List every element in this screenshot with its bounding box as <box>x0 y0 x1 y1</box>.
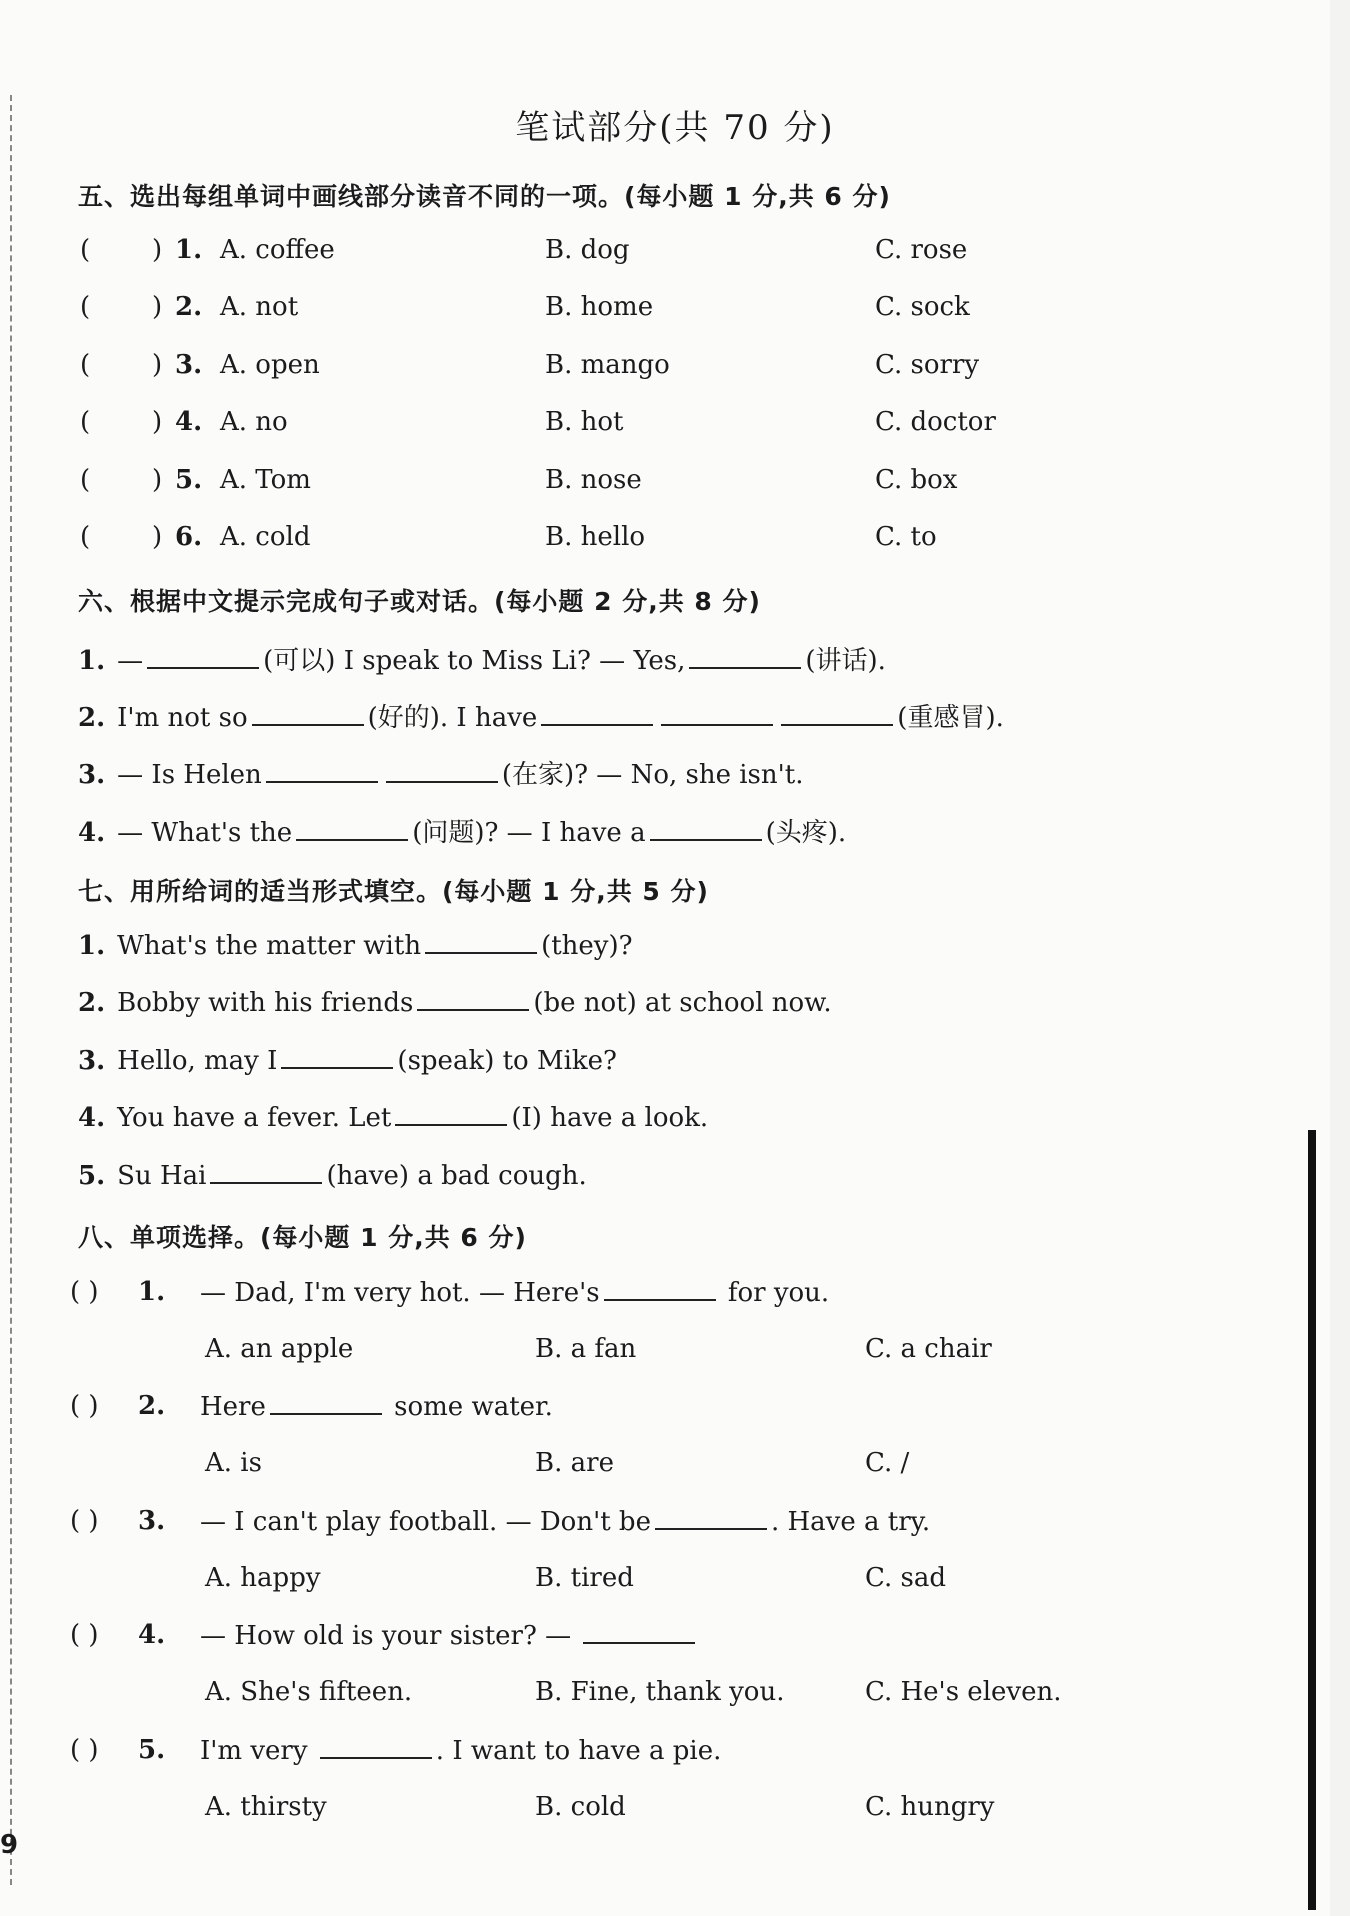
question-text: — I can't play football. — Don't be <box>200 1507 651 1537</box>
fill-blank[interactable] <box>781 702 893 726</box>
fill-blank[interactable] <box>386 759 498 783</box>
fill-blank <box>604 1277 716 1301</box>
fill-blank[interactable] <box>541 702 653 726</box>
question-text: . I want to have a pie. <box>435 1736 722 1766</box>
option-b: B. mango <box>545 350 670 380</box>
s7-question-5 <box>78 1160 587 1191</box>
page-title: 笔试部分(共 70 分) <box>515 108 835 148</box>
question-number: 2. <box>138 1391 166 1421</box>
sentence-part: (好的). I have <box>367 703 538 733</box>
question-number: 2. <box>175 292 203 322</box>
sentence-part: Su Hai <box>117 1161 207 1191</box>
answer-paren-close: ) <box>152 350 163 380</box>
s5-question-5 <box>80 465 1280 505</box>
option-b: B. hot <box>545 407 624 437</box>
sentence-part: (问题)? — I have a <box>412 818 646 848</box>
option-c: C. to <box>875 522 937 552</box>
answer-paren[interactable]: ( ) <box>70 1506 99 1536</box>
option-c: C. box <box>875 465 958 495</box>
answer-paren-close: ) <box>152 235 163 265</box>
question-text: Here <box>200 1392 266 1422</box>
section5-heading: 五、选出每组单词中画线部分读音不同的一项。(每小题 1 分,共 6 分) <box>78 182 891 211</box>
question-text: for you. <box>727 1278 830 1308</box>
s5-question-1 <box>80 235 1280 275</box>
sentence-part: You have a fever. Let <box>117 1103 392 1133</box>
question-number: 5. <box>78 1161 106 1191</box>
question-number: 4. <box>175 407 203 437</box>
fill-blank[interactable] <box>252 702 364 726</box>
option-a[interactable]: A. thirsty <box>205 1792 327 1822</box>
option-b[interactable]: B. a fan <box>535 1334 637 1364</box>
sentence-part: — <box>117 646 144 676</box>
question-number: 4. <box>78 1103 106 1133</box>
answer-paren-close: ) <box>152 522 163 552</box>
question-number: 3. <box>78 760 106 790</box>
option-c[interactable]: C. sad <box>865 1563 946 1593</box>
answer-paren-close: ) <box>152 407 163 437</box>
answer-paren[interactable]: ( ) <box>70 1391 99 1421</box>
sentence-part: (they)? <box>541 931 633 961</box>
answer-paren-open[interactable]: ( <box>80 235 91 265</box>
sentence-part: (I) have a look. <box>511 1103 709 1133</box>
sentence-part: (可以) I speak to Miss Li? — Yes, <box>263 646 686 676</box>
sentence-part: Bobby with his friends <box>117 988 414 1018</box>
question-number: 1. <box>78 931 106 961</box>
fill-blank[interactable] <box>210 1160 322 1184</box>
question-number: 5. <box>138 1735 166 1765</box>
question-number: 4. <box>78 818 106 848</box>
s7-question-1 <box>78 930 633 961</box>
sentence-part: (讲话). <box>805 646 886 676</box>
s5-question-2 <box>80 292 1280 332</box>
question-text: some water. <box>394 1392 553 1422</box>
s5-question-6 <box>80 522 1280 562</box>
option-b: B. dog <box>545 235 630 265</box>
option-b: B. nose <box>545 465 642 495</box>
answer-paren-open[interactable]: ( <box>80 407 91 437</box>
question-number: 3. <box>138 1506 166 1536</box>
option-b[interactable]: B. are <box>535 1448 614 1478</box>
s6-question-3 <box>78 754 804 791</box>
fill-blank[interactable] <box>417 987 529 1011</box>
option-c: C. rose <box>875 235 968 265</box>
sentence-part: (speak) to Mike? <box>397 1046 617 1076</box>
sentence-part: What's the matter with <box>117 931 422 961</box>
question-text: — Dad, I'm very hot. — Here's <box>200 1278 600 1308</box>
option-b: B. home <box>545 292 654 322</box>
option-a: A. cold <box>220 522 311 552</box>
option-c: C. sock <box>875 292 970 322</box>
s5-question-4 <box>80 407 1280 447</box>
question-number: 1. <box>175 235 203 265</box>
fill-blank <box>655 1506 767 1530</box>
sentence-part: — What's the <box>117 818 293 848</box>
sentence-part: (在家)? — No, she isn't. <box>501 760 804 790</box>
option-b[interactable]: B. cold <box>535 1792 626 1822</box>
sentence-part: (重感冒). <box>897 703 1004 733</box>
sentence-part: — Is Helen <box>117 760 262 790</box>
s6-question-1 <box>78 640 886 677</box>
option-a: A. Tom <box>220 465 311 495</box>
fill-blank[interactable] <box>147 645 259 669</box>
question-number: 3. <box>78 1046 106 1076</box>
section6-heading: 六、根据中文提示完成句子或对话。(每小题 2 分,共 8 分) <box>78 587 761 616</box>
fill-blank[interactable] <box>281 1045 393 1069</box>
fill-blank[interactable] <box>266 759 378 783</box>
answer-paren-open[interactable]: ( <box>80 465 91 495</box>
sentence-part: (have) a bad cough. <box>326 1161 587 1191</box>
section8-heading: 八、单项选择。(每小题 1 分,共 6 分) <box>78 1223 527 1252</box>
option-a[interactable]: A. an apple <box>205 1334 354 1364</box>
answer-paren-open[interactable]: ( <box>80 522 91 552</box>
question-number: 1. <box>78 646 106 676</box>
option-b[interactable]: B. Fine, thank you. <box>535 1677 785 1707</box>
option-c: C. sorry <box>875 350 980 380</box>
sentence-part: I'm not so <box>117 703 248 733</box>
s6-question-4 <box>78 812 846 849</box>
question-number: 5. <box>175 465 203 495</box>
fill-blank <box>320 1735 432 1759</box>
option-c: C. doctor <box>875 407 996 437</box>
sentence-part: Hello, may I <box>117 1046 278 1076</box>
answer-paren-close: ) <box>152 465 163 495</box>
s5-question-3 <box>80 350 1280 390</box>
option-b: B. hello <box>545 522 646 552</box>
binding-dashed-line <box>10 95 12 1885</box>
option-b[interactable]: B. tired <box>535 1563 634 1593</box>
option-a[interactable]: A. is <box>205 1448 262 1478</box>
fill-blank <box>270 1391 382 1415</box>
section7-heading: 七、用所给词的适当形式填空。(每小题 1 分,共 5 分) <box>78 877 709 906</box>
answer-paren[interactable]: ( ) <box>70 1277 99 1307</box>
answer-paren[interactable]: ( ) <box>70 1620 99 1650</box>
answer-paren-open[interactable]: ( <box>80 292 91 322</box>
question-number: 3. <box>175 350 203 380</box>
question-number: 1. <box>138 1277 166 1307</box>
fill-blank[interactable] <box>296 817 408 841</box>
fill-blank[interactable] <box>650 817 762 841</box>
answer-paren-open[interactable]: ( <box>80 350 91 380</box>
option-a: A. open <box>220 350 320 380</box>
page-number: 9 <box>0 1830 19 1860</box>
sentence-part: (头疼). <box>765 818 847 848</box>
s6-question-2 <box>78 697 1004 734</box>
option-c[interactable]: C. hungry <box>865 1792 995 1822</box>
sentence-part: (be not) at school now. <box>533 988 832 1018</box>
s7-question-4 <box>78 1102 708 1133</box>
option-a[interactable]: A. She's fifteen. <box>205 1677 413 1707</box>
option-a[interactable]: A. happy <box>205 1563 321 1593</box>
option-a: A. not <box>220 292 299 322</box>
option-c[interactable]: C. a chair <box>865 1334 992 1364</box>
s7-question-2 <box>78 987 832 1018</box>
s7-question-3 <box>78 1045 617 1076</box>
question-number: 2. <box>78 703 106 733</box>
question-text: . Have a try. <box>770 1507 931 1537</box>
answer-paren-close: ) <box>152 292 163 322</box>
option-c[interactable]: C. He's eleven. <box>865 1677 1062 1707</box>
question-text: I'm very <box>200 1736 308 1766</box>
fill-blank[interactable] <box>661 702 773 726</box>
option-a: A. coffee <box>220 235 335 265</box>
fill-blank <box>583 1620 695 1644</box>
option-a: A. no <box>220 407 288 437</box>
question-number: 2. <box>78 988 106 1018</box>
fill-blank[interactable] <box>689 645 801 669</box>
fill-blank[interactable] <box>425 930 537 954</box>
question-text: — How old is your sister? — <box>200 1621 572 1651</box>
option-c[interactable]: C. / <box>865 1448 910 1478</box>
question-number: 4. <box>138 1620 166 1650</box>
fill-blank[interactable] <box>395 1102 507 1126</box>
question-number: 6. <box>175 522 203 552</box>
answer-paren[interactable]: ( ) <box>70 1735 99 1765</box>
scan-edge-bar <box>1308 1130 1316 1910</box>
